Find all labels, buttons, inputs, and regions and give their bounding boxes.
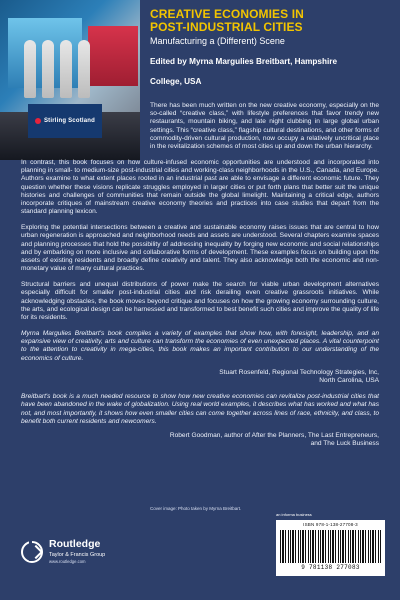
endorsement-quote-2: Breitbart's book is a much needed resource to show how new creative economies can revitalize post-industrial cities that have been abandoned in the wake of globalization. Using real world examples, it describes what has worked and what has not, and most importantly, it shows how even smaller cities can come together across lines of race, ethnicity, and class, to benefit both current residents and newcomers.	[21, 393, 379, 425]
publisher-group: Taylor & Francis Group	[49, 551, 106, 558]
endorsement-quote-1: Myrna Margulies Breitbart's book compiles a variety of examples that show how, with foresight, leadership, and an expansive view of creativity, arts and culture can transform the economies of even unexpected places. A vital counterpoint to the attention to creativity in mega-cities, this book makes an important contribution to our understanding of the economics of culture.	[21, 330, 379, 362]
description-paragraph-1: There has been much written on the new creative economy, especially on the so-called “creative class,” with lifestyle preferences that favor trendy new restaurants, mountain biking, and late night clubbing in large global urban settings. This “creative class,” flagship cultural destinations, and other forms of commodity-driven cultural production, now occupy a relatively uncritical place in the revitalization schemes of most cities up and down the urban hierarchy.	[150, 102, 379, 150]
attribution-line: Stuart Rosenfeld, Regional Technology Strategies, Inc,	[219, 368, 379, 376]
isbn-label: ISBN 978-1-138-27708-3	[303, 522, 358, 527]
barcode-bars	[280, 530, 381, 563]
photo-red-panel	[88, 26, 138, 86]
attribution-line: and The Luck Business	[310, 440, 379, 448]
publisher-logo	[21, 528, 161, 576]
photo-sign-text: Stirling Scotland	[43, 117, 96, 124]
description-paragraph-3: Exploring the potential intersections between a creative and sustainable economy raises issues that are central to how urban regeneration is approached and neighborhood needs and assets are understood. Several chapters examine spaces and planning processes that hold the possibility of addressing inequality by forging new economic and social relationships and by embarking on more inclusive and collaborative forms of development. These examples focus on building upon the assets of existing residents and broadly define creativity and talent. They also acknowledge both the economic and non-monetary value of many cultural practices.	[21, 224, 379, 273]
book-subtitle: Manufacturing a (Different) Scene	[150, 36, 285, 47]
description-paragraph-4: Structural barriers and unequal distributions of power make the search for viable urban development alternatives especially difficult for smaller post-industrial cities and risk derailing even creative grassroots initiatives. While acknowledging obstacles, the book moves beyond critique and focuses on how the growing economy surrounding culture, the arts, and ecological design can be harnessed and transformed to best benefit such cities and improve the quality of life for its residents.	[21, 281, 379, 321]
publisher-name: Routledge	[49, 538, 101, 551]
book-title-line-1: CREATIVE ECONOMIES IN	[150, 7, 304, 21]
endorsement-attribution-2	[21, 432, 379, 448]
routledge-icon	[21, 541, 43, 563]
photo-figure	[42, 40, 54, 98]
editors-line-1: Edited by Myrna Margulies Breitbart, Hampshire	[150, 57, 337, 67]
barcode-number: 9 781138 277083	[301, 563, 360, 571]
publisher-text	[49, 539, 105, 564]
endorsement-attribution-1	[21, 369, 379, 385]
isbn-barcode	[276, 520, 385, 576]
photo-figure	[60, 40, 72, 98]
cover-image-credit: Cover image: Photo taken by Myrna Breitbart.	[150, 506, 242, 511]
description-paragraph-2: In contrast, this book focuses on how culture-infused economic opportunities are understood and incorporated into planning in small- to medium-size post-industrial cities and working-class neighborhoods in the U.S., Canada, and Europe. Authors examine to what extent places rooted in an industrial past are able to envisage a different economic future. They question whether these visions replicate struggles employed in larger cities or put forth plans that better suit the unique histories and challenges of communities that remain outside the global limelight. Maintaining a critical edge, authors incorporate critiques of mainstream creative economy theories and practices into case studies that depart from the standard planning lexicon.	[21, 159, 379, 216]
publisher-url: www.routledge.com	[49, 558, 86, 564]
photo-figure	[24, 40, 36, 98]
book-title-line-2: POST-INDUSTRIAL CITIES	[150, 20, 303, 35]
attribution-line: Robert Goodman, author of After the Planners, The Last Entrepreneurs,	[169, 431, 379, 439]
back-cover-content	[21, 102, 379, 456]
back-cover-header	[150, 8, 395, 87]
attribution-line: North Carolina, USA	[319, 376, 379, 384]
informa-label: an informa business	[276, 512, 312, 517]
photo-figure	[78, 40, 90, 98]
editors-line-2: College, USA	[150, 77, 202, 87]
